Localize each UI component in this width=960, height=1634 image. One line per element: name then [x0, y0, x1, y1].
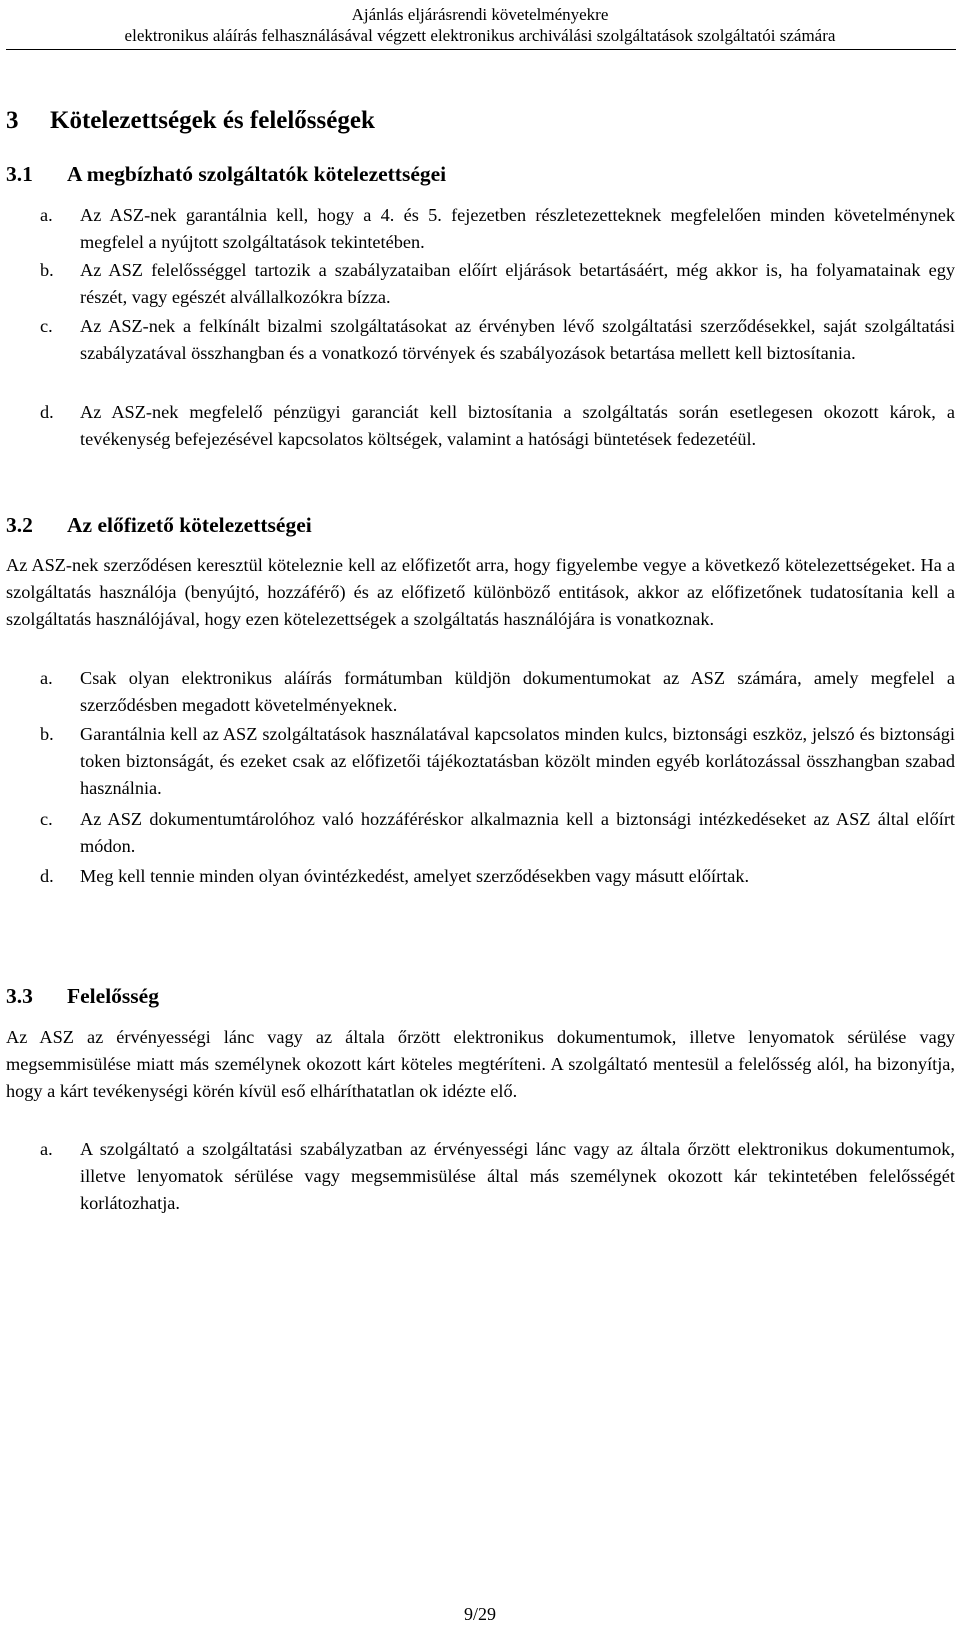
list-item [40, 313, 955, 367]
list-item-text: Az ASZ-nek a felkínált bizalmi szolgáltatásokat az érvényben lévő szolgáltatási szerződésekkel, saját szolgáltatási szabályzatával összhangban és a vonatkozó törvények és szabályozások betartása mellett kell biztosítania. [80, 316, 955, 363]
list-item-text: Az ASZ-nek garantálnia kell, hogy a 4. és 5. fejezetben részletezetteknek megfelelően minden követelménynek megfelel a nyújtott szolgáltatások tekintetében. [80, 205, 955, 252]
list-item [40, 721, 955, 802]
list-marker: b. [40, 260, 54, 280]
list-marker: a. [40, 1139, 53, 1159]
section-3-1-heading [6, 161, 446, 187]
section-3-2-intro: Az ASZ-nek szerződésen keresztül köteleznie kell az előfizetőt arra, hogy figyelembe vegye a következő kötelezettségeket. Ha a szolgáltatás használója (benyújtó, hozzáférő) és az előfizető különböző entitások, akkor az előfizetőnek tudatosítania kell a szolgáltatás használójával, hogy ezen kötelezettségek a szolgáltatás használójára is vonatkoznak. [6, 555, 955, 629]
section-number: 3.1 [6, 162, 33, 186]
section-title: A megbízható szolgáltatók kötelezettségei [67, 162, 447, 186]
list-marker: b. [40, 724, 54, 744]
section-number: 3.3 [6, 984, 33, 1008]
list-item-text: Az ASZ felelősséggel tartozik a szabályzataiban előírt eljárások betartásáért, még akkor is, ha folyamatainak egy részét, vagy egészét alvállalkozókra bízza. [80, 260, 955, 307]
section-title: Kötelezettségek és felelősségek [50, 107, 375, 134]
section-title: Az előfizető kötelezettségei [67, 513, 312, 537]
header-subtitle: elektronikus aláírás felhasználásával végzett elektronikus archiválási szolgáltatások szolgáltatói számára [124, 26, 836, 45]
list-item [40, 1136, 955, 1217]
header-title: Ajánlás eljárásrendi követelményekre [351, 5, 609, 24]
list-item-text: Csak olyan elektronikus aláírás formátumban küldjön dokumentumokat az ASZ számára, amely megfelel a szerződésben megadott követelményeknek. [80, 668, 955, 715]
running-header [0, 0, 960, 46]
section-3-2-heading [6, 512, 312, 538]
section-number: 3.2 [6, 513, 33, 537]
section-number: 3 [6, 107, 19, 134]
page-number: 9/29 [463, 1604, 496, 1624]
list-item [40, 665, 955, 719]
header-divider [6, 49, 956, 50]
list-marker: c. [40, 316, 53, 336]
section-3-heading [6, 106, 375, 136]
list-marker: d. [40, 402, 54, 422]
section-3-3-heading [6, 983, 159, 1009]
list-marker: c. [40, 809, 53, 829]
list-item-text: Az ASZ-nek megfelelő pénzügyi garanciát kell biztosítania a szolgáltatás során esetlegesen okozott károk, a tevékenység befejezésével kapcsolatos költségek, valamint a hatósági büntetések fedezetéül. [80, 402, 955, 449]
section-3-3-intro: Az ASZ az érvényességi lánc vagy az általa őrzött elektronikus dokumentumok, illetve lenyomatok sérülése vagy megsemmisülése miatt más személynek okozott kárt köteles megtéríteni. A szolgáltató mentesül a felelősség alól, ha bizonyítja, hogy a kárt tevékenységi körén kívül eső elháríthatatlan ok idézte elő. [6, 1027, 955, 1101]
list-marker: a. [40, 205, 53, 225]
list-item-text: Garantálnia kell az ASZ szolgáltatások használatával kapcsolatos minden kulcs, biztonsági eszköz, jelszó és biztonsági token biztonságát, és ezeket csak az előfizetői tájékoztatásban közölt minden egyéb korlátozással összhangban szabad használnia. [80, 724, 955, 798]
list-item [40, 806, 955, 860]
list-item [40, 257, 955, 311]
section-title: Felelősség [67, 984, 159, 1008]
list-item-text: Meg kell tennie minden olyan óvintézkedést, amelyet szerződésekben vagy másutt előírtak. [80, 866, 750, 886]
list-item [40, 863, 955, 890]
list-item [40, 399, 955, 453]
list-marker: d. [40, 866, 54, 886]
list-marker: a. [40, 668, 53, 688]
list-item-text: A szolgáltató a szolgáltatási szabályzatban az érvényességi lánc vagy az általa őrzött elektronikus dokumentumok, illetve lenyomatok sérülése vagy megsemmisülése által más személynek okozott kár tekintetében felelősségét korlátozhatja. [80, 1139, 955, 1213]
list-item [40, 202, 955, 256]
list-item-text: Az ASZ dokumentumtárolóhoz való hozzáféréskor alkalmaznia kell a biztonsági intézkedéseket az ASZ által előírt módon. [80, 809, 955, 856]
